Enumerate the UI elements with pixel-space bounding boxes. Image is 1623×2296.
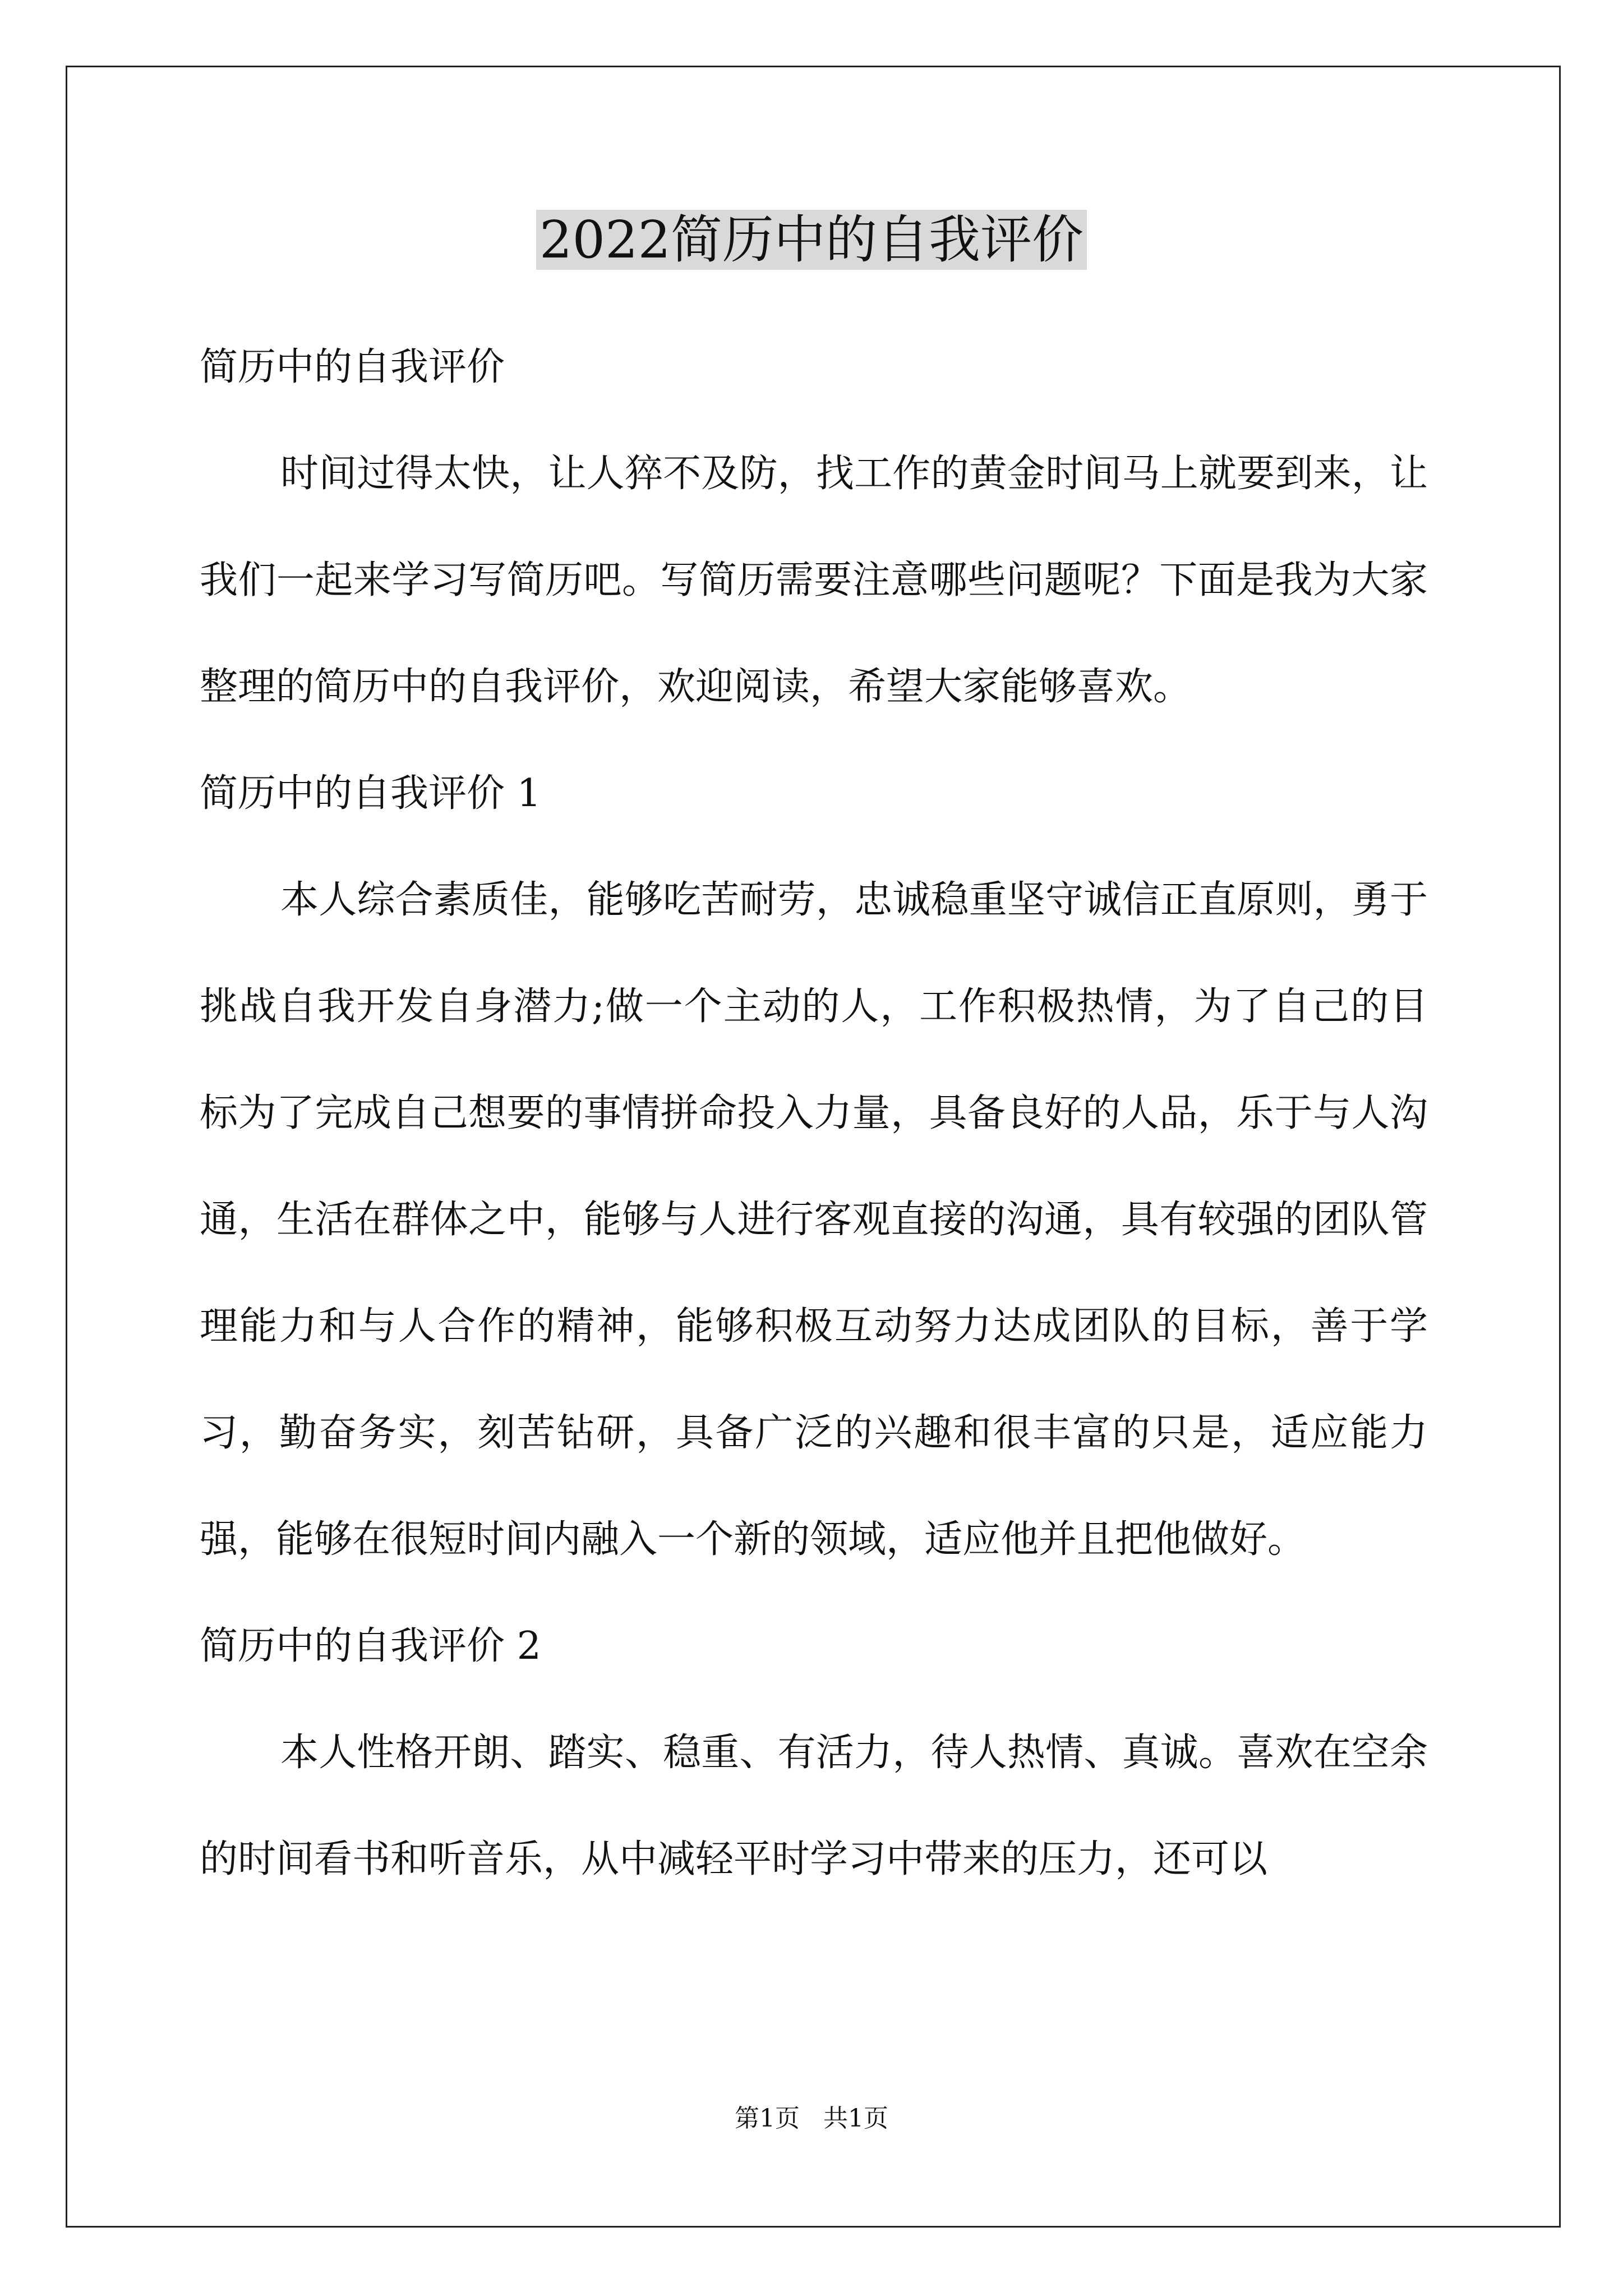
section-heading-2: 简历中的自我评价 2: [200, 1624, 541, 1668]
section-heading-1: 简历中的自我评价 1: [200, 771, 541, 816]
title-text: 2022简历中的自我评价: [536, 210, 1087, 270]
section-paragraph-2: 本人性格开朗、踏实、稳重、有活力，待人热情、真诚。喜欢在空余的时间看书和听音乐，从中减轻平时学习中带来的压力，还可以: [200, 1731, 1428, 1881]
section-paragraph-1: 本人综合素质佳，能够吃苦耐劳，忠诚稳重坚守诚信正直原则，勇于挑战自我开发自身潜力;做一个主动的人，工作积极热情，为了自己的目标为了完成自己想要的事情拼命投入力量，具备良好的人品，乐于与人沟通，生活在群体之中，能够与人进行客观直接的沟通，具有较强的团队管理能力和与人合作的精神，能够积极互动努力达成团队的目标，善于学习，勤奋务实，刻苦钻研，具备广泛的兴趣和很丰富的只是，适应能力强，能够在很短时间内融入一个新的领域，适应他并且把他做好。: [200, 878, 1428, 1562]
document-body: [200, 314, 1428, 1913]
section-paragraph-intro: 时间过得太快，让人猝不及防，找工作的黄金时间马上就要到来，让我们一起来学习写简历吧。写简历需要注意哪些问题呢？下面是我为大家整理的简历中的自我评价，欢迎阅读，希望大家能够喜欢。: [200, 452, 1428, 709]
section-heading-intro: 简历中的自我评价: [200, 345, 505, 389]
page-footer: 第1页 共1页: [735, 2104, 888, 2133]
document-title: [0, 201, 1623, 279]
